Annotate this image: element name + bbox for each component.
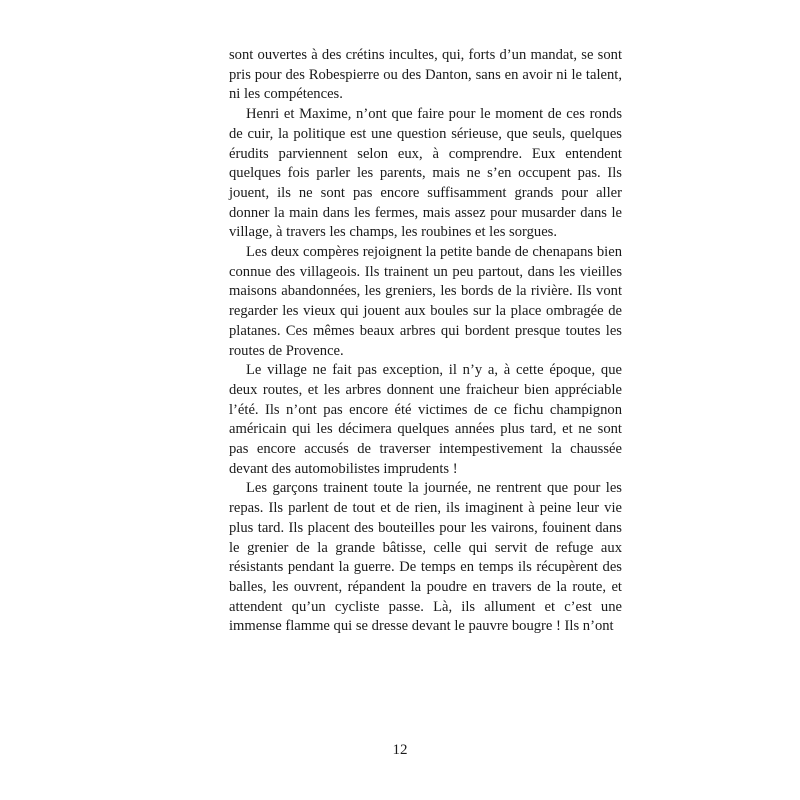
- page-number: 12: [392, 742, 408, 758]
- paragraph-garçons: Les garçons trainent toute la journée, ne rentrent que pour les repas. Ils parlent de tout et de rien, ils imaginent à peine leur vie plus tard. Ils placent des bouteilles pour les vairons, fouinent dans le grenier de la grande bâtisse, celle qui servit de refuge aux résistants pendant la guerre. De temps en temps ils récupèrent des balles, les ouvrent, répandent la poudre en travers de la route, et attendent qu’un cycliste passe. Là, ils allument et c’est une immense flamme qui se dresse devant le pauvre bougre ! Ils n’ont: [229, 480, 622, 635]
- body-text: [229, 46, 622, 637]
- paragraph-village: Le village ne fait pas exception, il n’y a, à cette époque, que deux routes, et les arbres donnent une fraicheur bien appréciable l’été. Ils n’ont pas encore été victimes de ce fichu champignon américain qui les décimera quelques années plus tard, et ne sont pas encore accusés de traverser intempestivement la chaussée devant des automobilistes imprudents !: [229, 362, 622, 477]
- paragraph-continuation: sont ouvertes à des crétins incultes, qui, forts d’un mandat, se sont pris pour des Robespierre ou des Danton, sans en avoir ni le talent, ni les compétences.: [229, 47, 622, 103]
- paragraph-compères: Les deux compères rejoignent la petite bande de chenapans bien connue des villageois. Ils trainent un peu partout, dans les vieilles maisons abandonnées, les greniers, les bords de la rivière. Ils vont regarder les vieux qui jouent aux boules sur la place ombragée de platanes. Ces mêmes beaux arbres qui bordent presque toutes les routes de Provence.: [229, 244, 622, 359]
- paragraph-henri-maxime: Henri et Maxime, n’ont que faire pour le moment de ces ronds de cuir, la politique est une question sérieuse, que seuls, quelques érudits parviennent selon eux, à comprendre. Eux entendent quelques fois parler les parents, mais ne s’en occupent pas. Ils jouent, ils ne sont pas encore suffisamment grands pour aller donner la main dans les fermes, mais assez pour musarder dans le village, à travers les champs, les roubines et les sorgues.: [229, 106, 622, 241]
